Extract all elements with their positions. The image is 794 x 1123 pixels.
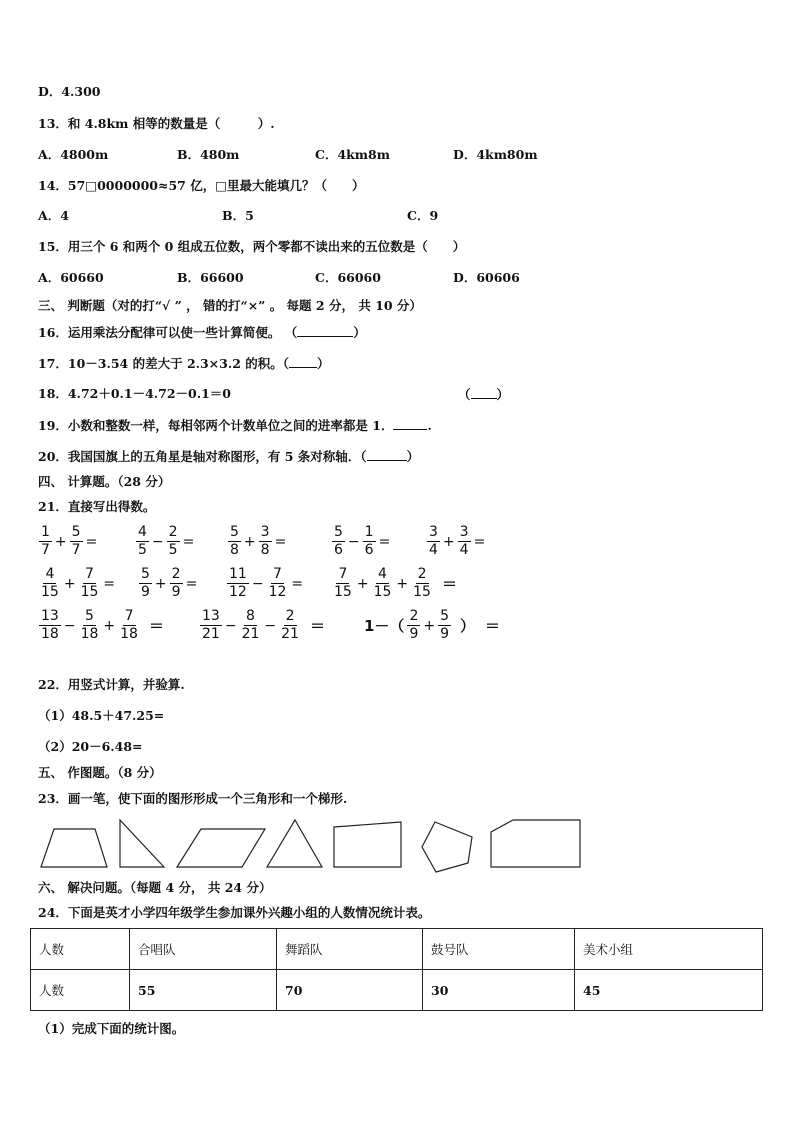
numerator: 2 <box>417 566 427 582</box>
numerator: 13 <box>41 608 59 624</box>
numerator: 2 <box>168 524 178 540</box>
equals-sign: = <box>103 575 116 592</box>
denominator: 15 <box>334 584 352 600</box>
numerator: 5 <box>334 524 343 540</box>
operator: − <box>251 575 264 592</box>
numerator: 2 <box>409 608 419 624</box>
table-cell: 鼓号队 <box>423 929 575 970</box>
q14-stem: 14．57□0000000≈57 亿，□里最大能填几？（ ） <box>38 178 365 193</box>
q13-option-c: C．4km8m <box>315 147 390 162</box>
q23-shapes <box>0 810 794 876</box>
fraction <box>200 608 222 643</box>
shape-parallelogram[interactable] <box>177 829 265 867</box>
table-row <box>31 970 763 1011</box>
fraction <box>170 566 183 601</box>
numerator: 7 <box>273 566 282 582</box>
section-3-heading: 三、 判断题（对的打“√ ” ， 错的打“×” 。 每题 2 分， 共 10 分） <box>38 298 422 313</box>
fraction-expression[interactable] <box>38 608 166 643</box>
denominator: 15 <box>413 584 431 600</box>
denominator: 9 <box>141 584 150 600</box>
q22-item-1: （1）48.5＋47.25= <box>38 708 165 723</box>
equals-sign: = <box>378 533 391 550</box>
fraction-expression[interactable] <box>227 524 288 559</box>
fraction <box>363 524 376 559</box>
denominator: 5 <box>138 542 147 558</box>
fraction <box>332 566 354 601</box>
q15-option-b: B．66600 <box>177 270 244 285</box>
denominator: 9 <box>171 584 181 600</box>
q14-option-b: B．5 <box>222 208 254 223</box>
fraction <box>79 608 101 643</box>
denominator: 8 <box>230 542 239 558</box>
equals-sign: ＝ <box>441 575 457 593</box>
table-header-row <box>31 929 763 970</box>
numerator: 3 <box>429 524 438 540</box>
operator: − <box>151 533 164 550</box>
fraction <box>39 608 61 643</box>
operator: + <box>423 617 436 634</box>
fraction-expression[interactable] <box>38 566 117 601</box>
q16-answer-blank[interactable] <box>297 324 353 337</box>
q23-stem: 23．画一笔，使下面的图形形成一个三角形和一个梯形. <box>38 791 348 806</box>
operator: − <box>264 617 277 634</box>
numerator: 13 <box>202 608 220 624</box>
fraction <box>79 566 101 601</box>
shape-cut-rectangle[interactable] <box>491 820 580 867</box>
q24-stem: 24．下面是英才小学四年级学生参加课外兴趣小组的人数情况统计表。 <box>38 905 431 920</box>
shape-triangle[interactable] <box>267 820 322 867</box>
fraction <box>458 524 471 559</box>
fraction <box>438 608 451 643</box>
operator: + <box>103 617 116 634</box>
denominator: 21 <box>281 626 299 642</box>
denominator: 6 <box>334 542 343 558</box>
shape-quadrilateral[interactable] <box>334 822 401 867</box>
denominator: 15 <box>41 584 59 600</box>
q18-open: （ <box>458 387 471 402</box>
equals-sign: = <box>182 533 195 550</box>
fraction-expression[interactable] <box>426 524 487 559</box>
denominator: 12 <box>268 584 287 600</box>
fraction <box>228 524 241 559</box>
q16 <box>38 324 366 341</box>
table-cell: 人数 <box>31 929 130 970</box>
shape-pentagon[interactable] <box>422 822 472 872</box>
q14-option-a: A．4 <box>38 208 69 223</box>
q22-stem: 22．用竖式计算，并验算. <box>38 677 185 692</box>
fraction <box>167 524 180 559</box>
denominator: 18 <box>41 626 59 642</box>
numerator: 11 <box>229 566 247 582</box>
fraction-expression[interactable] <box>199 608 327 643</box>
operator: − <box>347 533 360 550</box>
operator: + <box>154 575 167 592</box>
numerator: 2 <box>285 608 295 624</box>
section-5-heading: 五、 作图题。（8 分） <box>38 765 162 780</box>
table-cell: 舞蹈队 <box>277 929 423 970</box>
operator: + <box>442 533 455 550</box>
numerator: 4 <box>378 566 387 582</box>
fraction <box>411 566 433 601</box>
numerator: 7 <box>124 608 134 624</box>
denominator: 5 <box>168 542 178 558</box>
table-cell: 美术小组 <box>575 929 763 970</box>
numerator: 7 <box>338 566 348 582</box>
expression-prefix: 1－（ <box>364 617 405 635</box>
q17-end: ） <box>317 356 330 371</box>
equals-sign: = <box>274 533 287 550</box>
fraction <box>39 566 61 601</box>
operator: + <box>356 575 369 592</box>
q18-answer-blank[interactable] <box>471 386 497 399</box>
table-cell: 30 <box>423 970 575 1011</box>
fraction <box>139 566 152 601</box>
numerator: 2 <box>171 566 181 582</box>
q15-stem: 15．用三个 6 和两个 0 组成五位数，两个零都不读出来的五位数是（ ） <box>38 239 466 254</box>
operator: − <box>224 617 237 634</box>
table-cell: 45 <box>575 970 763 1011</box>
denominator: 18 <box>80 626 99 642</box>
section-4-heading: 四、 计算题。（28 分） <box>38 474 171 489</box>
equals-sign: = <box>85 533 98 550</box>
q17 <box>38 355 330 372</box>
q16-text: 16．运用乘法分配律可以使一些计算简便。 （ <box>38 325 298 340</box>
denominator: 15 <box>80 584 99 600</box>
operator: + <box>54 533 67 550</box>
q20-end: ） <box>406 449 420 464</box>
fraction-expression[interactable] <box>331 566 459 601</box>
fraction <box>407 608 420 643</box>
denominator: 12 <box>229 584 247 600</box>
table-cell: 55 <box>130 970 277 1011</box>
numerator: 7 <box>85 566 94 582</box>
stats-table <box>30 928 763 1011</box>
denominator: 9 <box>440 626 450 642</box>
fraction <box>267 566 289 601</box>
denominator: 4 <box>429 542 438 558</box>
q19-answer-blank[interactable] <box>393 417 427 430</box>
fraction <box>70 524 83 559</box>
q14-option-c: C．9 <box>407 208 439 223</box>
denominator: 4 <box>459 542 469 558</box>
q16-end: ） <box>353 325 366 340</box>
q13-option-d: D．4km80m <box>453 147 538 162</box>
fraction <box>118 608 140 643</box>
operator: − <box>63 617 76 634</box>
fraction-expression[interactable] <box>135 524 196 559</box>
q19 <box>38 417 432 434</box>
q21-stem: 21．直接写出得数。 <box>38 499 156 514</box>
fraction-expression[interactable] <box>38 524 99 559</box>
q13-option-b: B．480m <box>177 147 240 162</box>
q17-text: 17．10－3.54 的差大于 2.3×3.2 的积。（ <box>38 356 290 371</box>
denominator: 6 <box>364 542 374 558</box>
q22-item-2: （2）20－6.48= <box>38 739 143 754</box>
q19-text: 19．小数和整数一样，每相邻两个计数单位之间的进率都是 1． <box>38 418 394 433</box>
numerator: 5 <box>141 566 150 582</box>
equals-sign: ＝ <box>148 617 164 635</box>
equals-sign: = <box>185 575 198 592</box>
shape-right-triangle[interactable] <box>120 820 164 867</box>
denominator: 9 <box>409 626 419 642</box>
fraction <box>227 566 249 601</box>
numerator: 3 <box>260 524 270 540</box>
q15-option-d: D．60606 <box>453 270 520 285</box>
numerator: 3 <box>459 524 469 540</box>
table-cell: 合唱队 <box>130 929 277 970</box>
fraction <box>332 524 345 559</box>
table-cell: 70 <box>277 970 423 1011</box>
fraction <box>427 524 440 559</box>
equals-sign: ＝ <box>309 617 325 635</box>
numerator: 5 <box>85 608 94 624</box>
numerator: 1 <box>364 524 374 540</box>
shape-trapezoid[interactable] <box>41 829 107 867</box>
numerator: 8 <box>246 608 255 624</box>
q12-option-d: D．4.300 <box>38 84 101 99</box>
q13-stem: 13．和 4.8km 相等的数量是（ ）. <box>38 116 275 131</box>
operator: + <box>243 533 256 550</box>
q20 <box>38 448 419 465</box>
denominator: 21 <box>241 626 260 642</box>
fraction-expression[interactable] <box>331 524 392 559</box>
expression-suffix: ） <box>460 617 476 635</box>
table-cell: 人数 <box>31 970 130 1011</box>
q15-option-c: C．66060 <box>315 270 381 285</box>
numerator: 4 <box>138 524 147 540</box>
fraction <box>39 524 52 559</box>
numerator: 5 <box>230 524 239 540</box>
q18-end: ） <box>496 387 510 402</box>
denominator: 18 <box>120 626 138 642</box>
operator: + <box>63 575 76 592</box>
q13-option-a: A．4800m <box>38 147 109 162</box>
q18-text: 18．4.72＋0.1－4.72－0.1＝0 <box>38 386 231 401</box>
q17-answer-blank[interactable] <box>289 355 317 368</box>
numerator: 5 <box>440 608 450 624</box>
fraction <box>136 524 149 559</box>
equals-sign: = <box>291 575 304 592</box>
denominator: 15 <box>373 584 392 600</box>
fraction <box>259 524 272 559</box>
numerator: 5 <box>71 524 81 540</box>
fraction <box>279 608 301 643</box>
denominator: 7 <box>41 542 50 558</box>
equals-sign: ＝ <box>485 617 501 635</box>
numerator: 4 <box>45 566 55 582</box>
q24-sub-1: （1）完成下面的统计图。 <box>38 1021 185 1036</box>
q19-end: . <box>427 418 432 433</box>
denominator: 8 <box>260 542 270 558</box>
fraction-expression[interactable] <box>138 566 199 601</box>
operator: + <box>396 575 409 592</box>
numerator: 1 <box>41 524 50 540</box>
fraction <box>240 608 262 643</box>
q20-text: 20．我国国旗上的五角星是轴对称图形，有 5 条对称轴．（ <box>38 449 367 464</box>
fraction-expression[interactable] <box>356 608 502 643</box>
section-6-heading: 六、 解决问题。（每题 4 分， 共 24 分） <box>38 880 272 895</box>
fraction-expression[interactable] <box>226 566 305 601</box>
q18-answer <box>458 386 509 403</box>
q15-option-a: A．60660 <box>38 270 104 285</box>
denominator: 21 <box>202 626 220 642</box>
equals-sign: = <box>473 533 486 550</box>
q20-answer-blank[interactable] <box>367 448 407 461</box>
fraction <box>372 566 394 601</box>
denominator: 7 <box>71 542 81 558</box>
